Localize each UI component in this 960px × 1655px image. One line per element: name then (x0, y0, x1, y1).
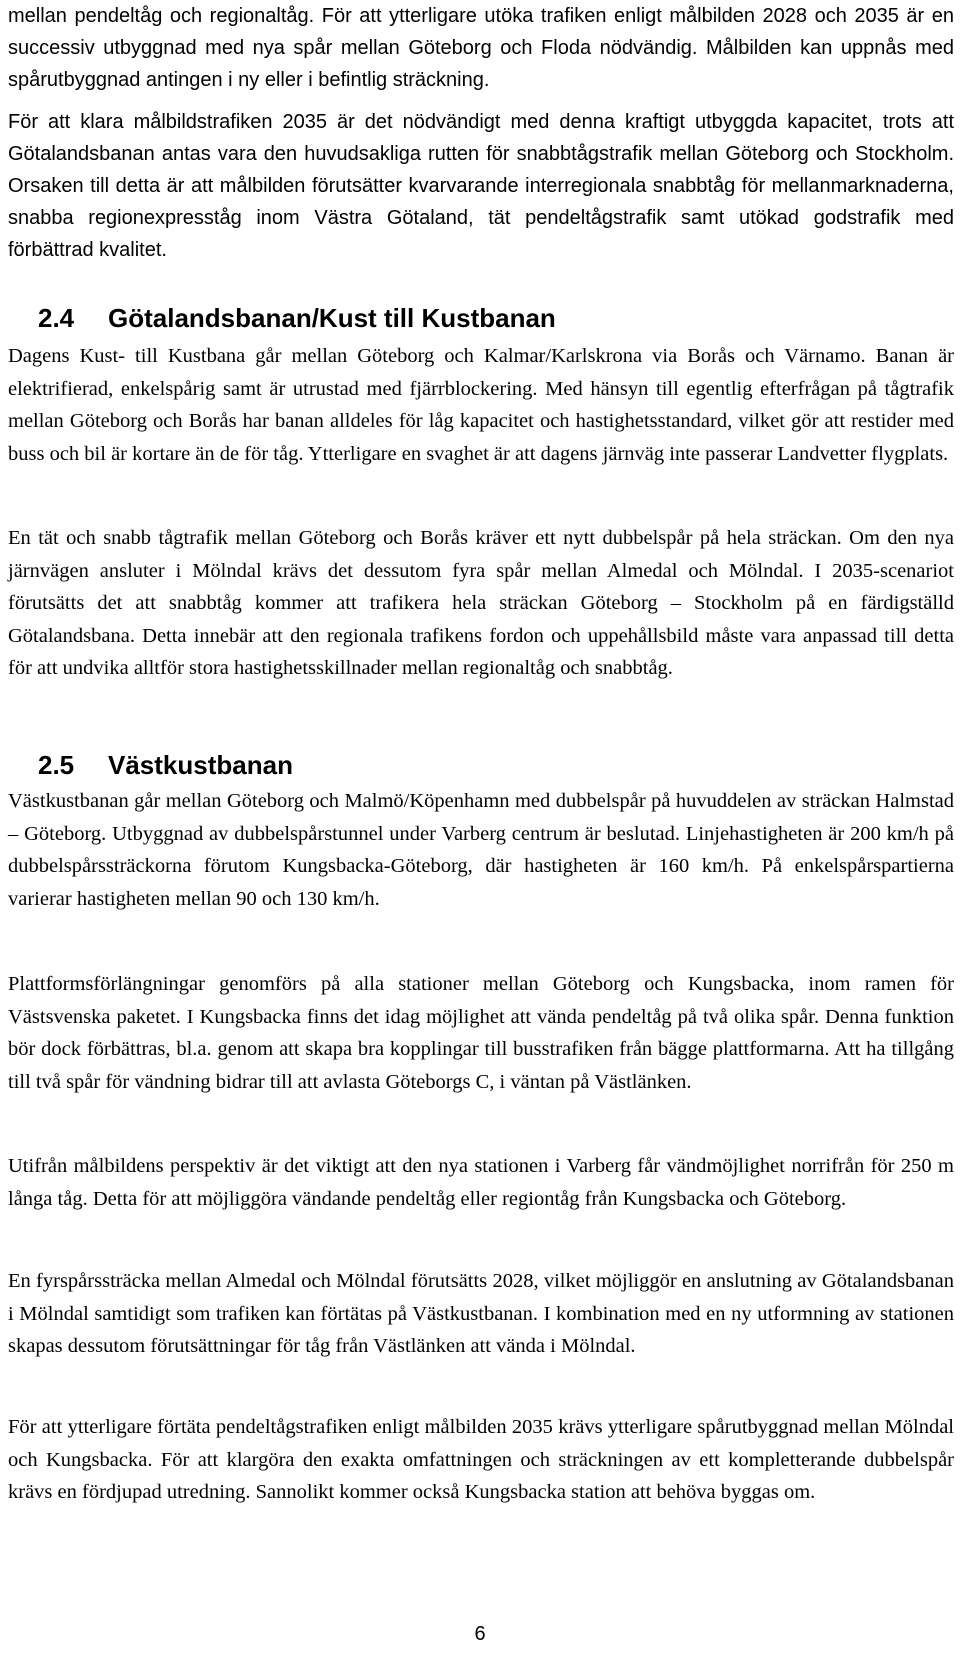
section-title: Västkustbanan (108, 750, 293, 780)
paragraph-intro-continuation: mellan pendeltåg och regionaltåg. För att ytterligare utöka trafiken enligt målbilden 2028 och 2035 är en successiv utbyggnad med nya spår mellan Göteborg och Floda nödvändig. Målbilden kan uppnås med spårutbyggnad antingen i ny eller i befintlig sträckning. (8, 5, 954, 91)
section-number: 2.5 (38, 750, 75, 780)
paragraph-malbild-2035: För att klara målbildstrafiken 2035 är det nödvändigt med denna kraftigt utbyggda kapacitet, trots att Götalandsbanan antas vara den huvudsakliga rutten för snabbtågstrafik mellan Göteborg och Stockholm. Orsaken till detta är att målbilden förutsätter kvarvarande interregionala snabbtåg för mellanmarknaderna, snabba regionexpresståg inom Västra Götaland, tät pendeltågstrafik samt utökad godstrafik med förbättrad kvalitet. (8, 111, 954, 261)
section-number: 2.4 (38, 303, 75, 333)
paragraph-plattformsforlangningar: Plattformsförlängningar genomförs på alla stationer mellan Göteborg och Kungsbacka, inom ramen för Västsvenska paketet. I Kungsbacka finns det idag möjlighet att vända pendeltåg på två olika spår. Denna funktion bör dock förbättras, bl.a. genom att skapa bra kopplingar till busstrafiken från bägge plattformarna. Att ha tillgång till två spår för vändning bidrar till att avlasta Göteborgs C, i väntan på Västlänken. (8, 973, 954, 1093)
paragraph-vastkustbanan: Västkustbanan går mellan Göteborg och Malmö/Köpenhamn med dubbelspår på huvuddelen av sträckan Halmstad – Göteborg. Utbyggnad av dubbelspårstunnel under Varberg centrum är beslutad. Linjehastigheten är 200 km/h på dubbelspårssträckorna förutom Kungsbacka-Göteborg, där hastigheten är 160 km/h. På enkelspårspartierna varierar hastigheten mellan 90 och 130 km/h. (8, 790, 954, 910)
paragraph-goteborg-boras: En tät och snabb tågtrafik mellan Göteborg och Borås kräver ett nytt dubbelspår på hela sträckan. Om den nya järnvägen ansluter i Mölndal krävs det dessutom fyra spår mellan Almedal och Mölndal. I 2035-scenariot förutsätts det att snabbtåg kommer att trafikera hela sträckan Göteborg – Stockholm på en färdigställd Götalandsbana. Detta innebär att den regionala trafikens fordon och uppehållsbild måste vara anpassad till detta för att undvika alltför stora hastighetsskillnader mellan regionaltåg och snabbtåg. (8, 527, 954, 680)
page-number: 6 (474, 1623, 486, 1645)
section-heading-2-5 (38, 749, 293, 781)
section-title: Götalandsbanan/Kust till Kustbanan (108, 303, 556, 333)
section-heading-2-4 (38, 302, 556, 334)
paragraph-varberg-station: Utifrån målbildens perspektiv är det viktigt att den nya stationen i Varberg får vändmöjlighet norrifrån för 250 m långa tåg. Detta för att möjliggöra vändande pendeltåg eller regiontåg från Kungsbacka och Göteborg. (8, 1155, 954, 1210)
paragraph-pendeltagstrafik: För att ytterligare förtäta pendeltågstrafiken enligt målbilden 2035 krävs ytterligare spårutbyggnad mellan Mölndal och Kungsbacka. För att klargöra den exakta omfattningen och sträckningen av ett kompletterande dubbelspår krävs en fördjupad utredning. Sannolikt kommer också Kungsbacka station att behöva byggas om. (8, 1416, 954, 1504)
paragraph-fyrsparsstracka: En fyrspårssträcka mellan Almedal och Mölndal förutsätts 2028, vilket möjliggör en anslutning av Götalandsbanan i Mölndal samtidigt som trafiken kan förtätas på Västkustbanan. I kombination med en ny utformning av stationen skapas dessutom förutsättningar för tåg från Västlänken att vända i Mölndal. (8, 1270, 954, 1358)
paragraph-kust-till-kustbana: Dagens Kust- till Kustbana går mellan Göteborg och Kalmar/Karlskrona via Borås och Värnamo. Banan är elektrifierad, enkelspårig samt är utrustad med fjärrblockering. Med hänsyn till egentlig efterfrågan på tågtrafik mellan Göteborg och Borås har banan alldeles för låg kapacitet och hastighetsstandard, vilket gör att restider med buss och bil är kortare än de för tåg. Ytterligare en svaghet är att dagens järnväg inte passerar Landvetter flygplats. (8, 345, 954, 465)
